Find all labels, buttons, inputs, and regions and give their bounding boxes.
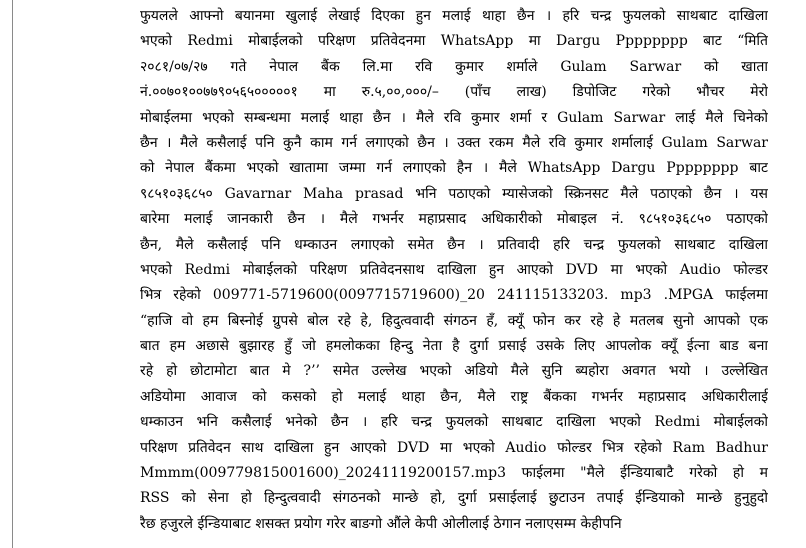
text-line: बारेमा मलाई जानकारी छैन । मैले गभर्नर महाप्रसाद अधिकारीको मोबाइल नं. ९८५१०३६८५० पठाएको: [140, 211, 768, 228]
page-margin-rule: [12, 0, 13, 548]
text-line: रहे हो छोटामोटा बात मे ?’’ समेत उल्लेख भएको अडियो मैले सुनि ब्यहोरा अवगत भयो । उल्लेखित: [140, 363, 768, 380]
text-line: भएको Redmi मोबाईलको परिक्षण प्रतिवेदनसाथ दाखिला हुन आएको DVD मा भएको Audio फोल्डर: [140, 261, 768, 278]
text-line: Mmmm(009779815001600)_20241119200157.mp3 फाईलमा "मैले ईन्डियाबाटै गरेको हो म: [140, 465, 768, 482]
text-line: २०८१/०७/२७ गते नेपाल बैंक लि.मा रवि कुमार शर्माले Gulam Sarwar को खाता: [140, 58, 768, 75]
text-line: नं.००७०१००७७९०५६५०००००१ मा रु.५,००,०००/– (पाँच लाख) डिपोजिट गरेको भौचर मेरो: [140, 84, 768, 101]
text-line: भित्र रहेको 009771-5719600(0097715719600)_20 241115133203. mp3 .MPGA फाईलमा: [140, 287, 768, 304]
text-line: रैछ हजुरले ईन्डियाबाट शसक्त प्रयोग गरेर बाङगो औंले केपी ओलीलाई ठेगान नलाएसम्म केहीपनि: [140, 515, 622, 532]
text-line: फुयलले आफ्नो बयानमा खुलाई लेखाई दिएका हुन मलाई थाहा छैन । हरि चन्द्र फुयलको साथबाट दाखिला: [140, 8, 768, 24]
text-line: “हाजि वो हम बिस्नोई ग्रुपसे बोल रहे हे, हिदुत्ववादी संगठन हँ, क्यूँ फोन कर रहे हे मतलब सुनो आपको एक: [140, 312, 768, 329]
text-line: धम्काउन भनि कसैलाई भनेको छैन । हरि चन्द्र फुयलको साथबाट दाखिला भएको Redmi मोबाईलको: [140, 414, 768, 431]
text-line: मोबाईलमा भएको सम्बन्धमा मलाई थाहा छैन । मैले रवि कुमार शर्मा र Gulam Sarwar लाई मैले चिनेको: [140, 109, 768, 126]
text-line: भएको Redmi मोबाईलको परिक्षण प्रतिवेदनमा WhatsApp मा Dargu Pppppppp बाट “मिति: [140, 33, 768, 50]
text-line: को नेपाल बैंकमा भएको खातामा जम्मा गर्न लगाएको हैन । मैले WhatsApp Dargu Pppppppp बाट: [140, 160, 768, 177]
text-line: अडियोमा आवाज को कसको हो मलाई थाहा छैन, मैले राष्ट्र बैंकका गभर्नर महाप्रसाद अधिकारीलाई: [140, 388, 768, 405]
text-line: ९८५१०३६८५० Gavarnar Maha prasad भनि पठाएको म्यासेजको स्क्रिनसट मैले पठाएको छैन । यस: [140, 185, 768, 202]
text-line: छैन, मैले कसैलाई पनि धम्काउन लगाएको समेत छैन । प्रतिवादी हरि चन्द्र फुयलको साथबाट दाखिला: [140, 236, 768, 253]
text-line: RSS को सेना हो हिन्दुत्ववादी संगठनको मान्छे हो, दुर्गा प्रसाईलाई छुटाउन तपाई ईन्डियाको मान्छे हुनुहुदो: [140, 490, 768, 507]
text-line: बात हम अछासे बुझारह हुँ जो हमलोकका हिन्दु नेता है दुर्गा प्रसाई उसके लिए आपलोक क्यूँ ईत्ना बाड बना: [140, 338, 768, 355]
text-line: परिक्षण प्रतिवेदन साथ दाखिला हुन आएको DVD मा भएको Audio फोल्डर भित्र रहेको Ram Badhur: [140, 439, 768, 456]
text-line: छैन । मैले कसैलाई पनि कुनै काम गर्न लगाएको छैन । उक्त रकम मैले रवि कुमार शर्मालाई Gulam Sarwar: [140, 134, 768, 151]
statement-text: [140, 4, 768, 537]
